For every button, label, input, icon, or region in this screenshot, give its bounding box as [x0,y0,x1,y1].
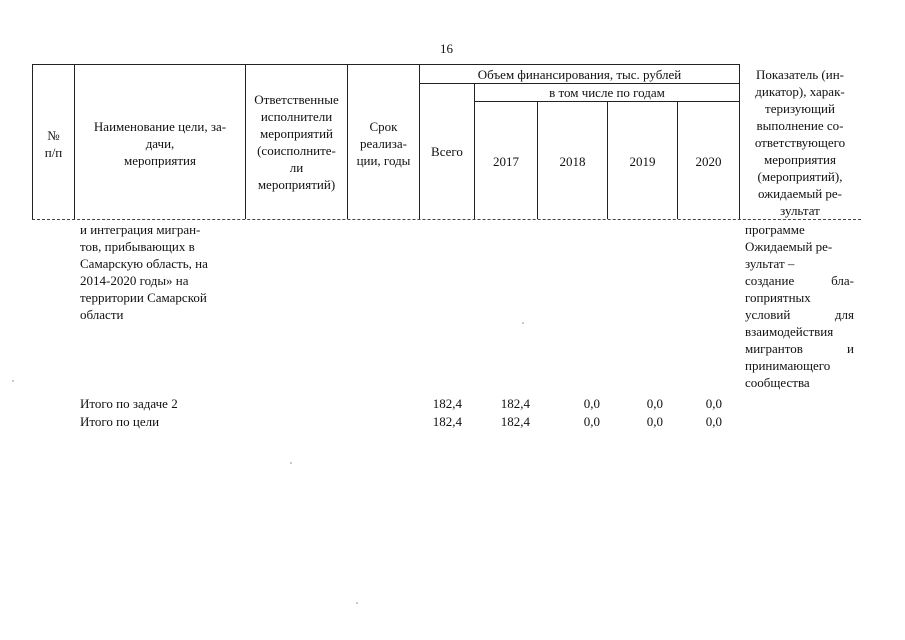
scan-speck [356,602,358,604]
year-value: 0,0 [705,396,722,411]
year-value: 0,0 [646,414,663,429]
header-number-col: № п/п [44,128,63,160]
header-indicator-col: Показатель (ин- дикатор), харак- теризующий выполнение со- ответствующего мероприятия (мероприятий), ожидаемый ре- зультат [754,67,846,218]
scan-speck [290,462,292,464]
name-continuation: и интеграция мигран- тов, прибывающих в Самарскую область, на 2014-2020 годы» на территории Самарской области [80,222,208,322]
col-border [419,64,420,219]
scan-speck [12,380,14,382]
header-funding: Объем финансирования, тыс. рублей [477,67,682,82]
header-year: 2019 [629,154,656,169]
header-bottom-border [32,219,861,220]
header-year: 2020 [695,154,722,169]
total-value: 182,4 [432,414,462,429]
indicator-continuation: программе Ожидаемый ре- зультат – создание бла- гоприятных условий для взаимодействия мигрантов и принимающего сообщества [745,222,854,390]
col-border [474,83,475,219]
header-total: Всего [431,144,463,159]
year-value: 0,0 [583,414,600,429]
total-label: Итого по задаче 2 [80,396,178,411]
year-value: 0,0 [705,414,722,429]
header-name-col: Наименование цели, за- дачи, мероприятия [93,119,227,168]
header-responsible-col: Ответственные исполнители мероприятий (соисполните- ли мероприятий) [254,92,339,192]
header-year: 2018 [559,154,586,169]
year-value: 182,4 [500,396,530,411]
total-label: Итого по цели [80,414,160,429]
year-value: 0,0 [646,396,663,411]
total-value: 182,4 [432,396,462,411]
header-by-years: в том числе по годам [549,85,665,100]
header-year: 2017 [493,154,519,169]
page-number: 16 [440,41,453,56]
header-top-border [32,64,739,65]
scan-speck [522,322,524,324]
header-term-col: Срок реализа- ции, годы [356,119,411,168]
year-value: 0,0 [583,396,600,411]
year-value: 182,4 [500,414,530,429]
